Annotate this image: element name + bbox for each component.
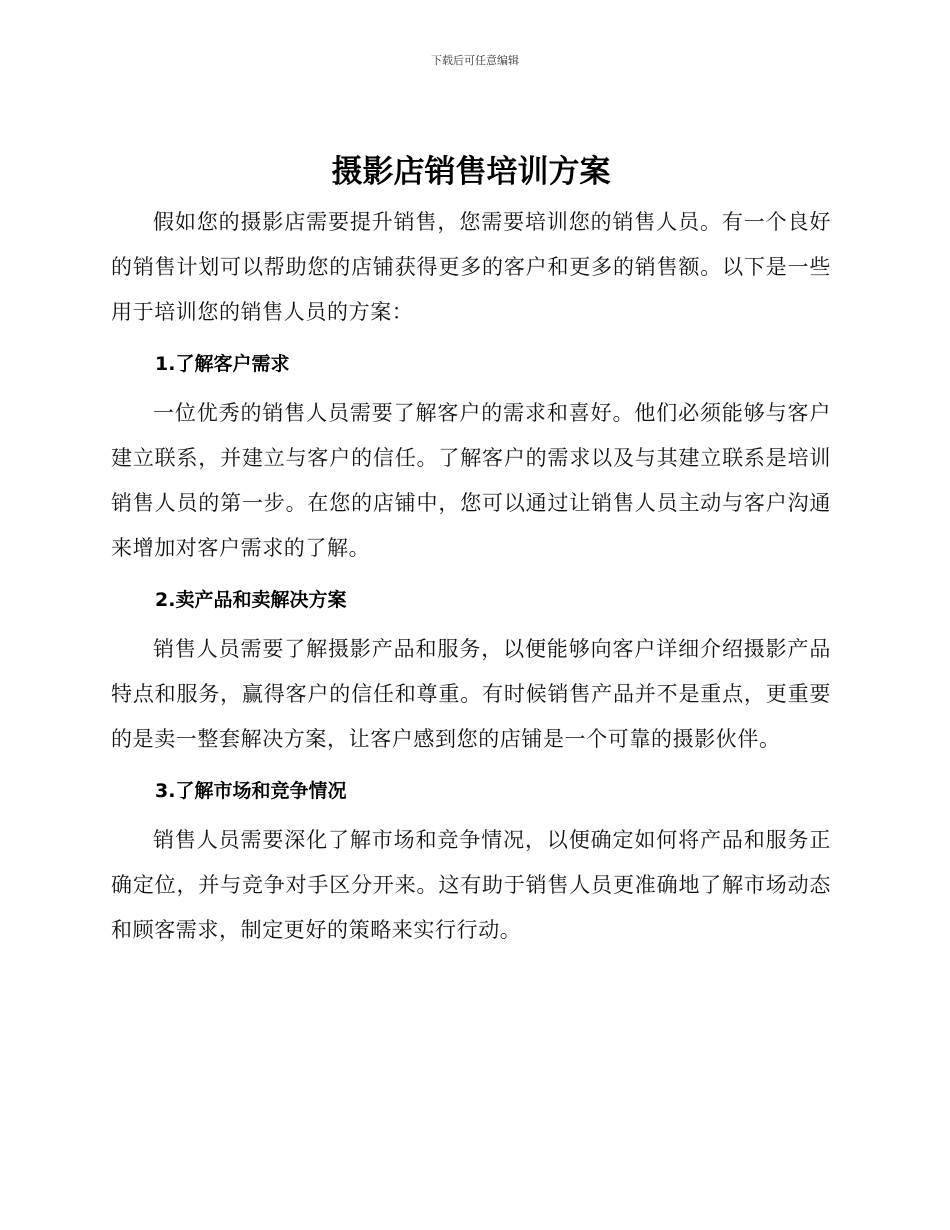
section-paragraph: 销售人员需要了解摄影产品和服务，以便能够向客户详细介绍摄影产品特点和服务，赢得客户的信任和尊重。有时候销售产品并不是重点，更重要的是卖一整套解决方案，让客户感到您的店铺是一个可靠的摄影伙伴。 — [111, 637, 831, 751]
section-heading: 3.了解市场和竞争情况 — [155, 780, 347, 802]
intro-paragraph: 假如您的摄影店需要提升销售，您需要培训您的销售人员。有一个良好的销售计划可以帮助您的店铺获得更多的客户和更多的销售额。以下是一些用于培训您的销售人员的方案： — [111, 210, 831, 324]
document-title: 摄影店销售培训方案 — [331, 154, 611, 190]
section-2 — [111, 585, 831, 762]
section-paragraph: 销售人员需要深化了解市场和竞争情况，以便确定如何将产品和服务正确定位，并与竞争对手区分开来。这有助于销售人员更准确地了解市场动态和顾客需求，制定更好的策略来实行行动。 — [111, 828, 831, 942]
section-paragraph: 一位优秀的销售人员需要了解客户的需求和喜好。他们必须能够与客户建立联系，并建立与客户的信任。了解客户的需求以及与其建立联系是培训销售人员的第一步。在您的店铺中，您可以通过让销售人员主动与客户沟通来增加对客户需求的了解。 — [111, 401, 831, 560]
section-3 — [111, 776, 831, 953]
section-heading: 1.了解客户需求 — [155, 353, 290, 375]
section-1 — [111, 349, 831, 571]
section-heading: 2.卖产品和卖解决方案 — [155, 589, 347, 611]
page-header: 下载后可任意编辑 — [431, 54, 519, 67]
document-body — [111, 148, 831, 953]
